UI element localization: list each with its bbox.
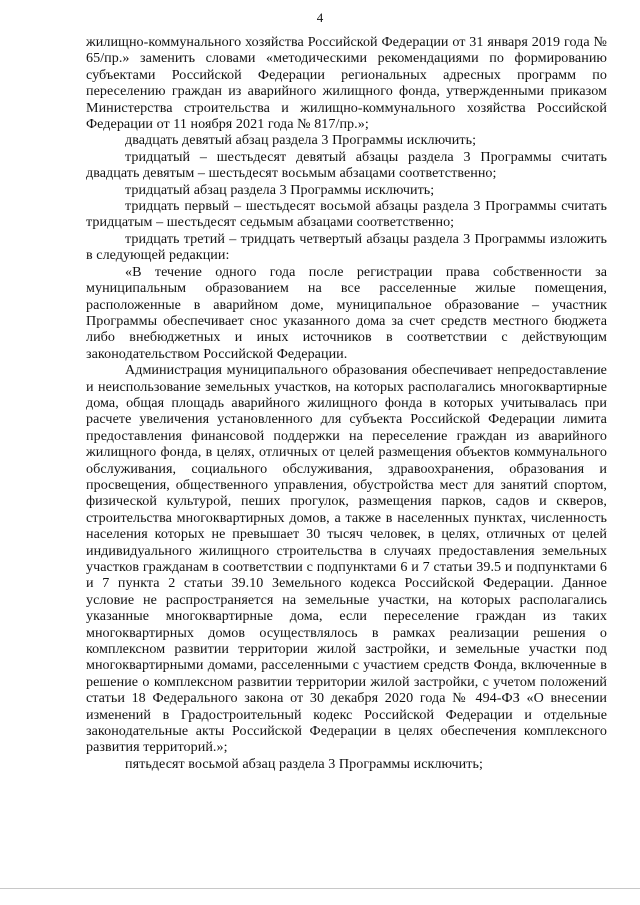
paragraph: тридцатый – шестьдесят девятый абзацы раздела 3 Программы считать двадцать девятым – шестьдесят восьмым абзацами соответственно; — [86, 148, 607, 182]
paragraph: двадцать девятый абзац раздела 3 Программы исключить; — [125, 132, 477, 149]
quoted-paragraph: «В течение одного года после регистрации права собственности за муниципальным образованием на все расселенные жилые помещения, расположенные в аварийном доме, муниципальное образование – участник Программы обеспечивает снос указанного дома за счет средств местного бюджета либо внебюджетных и иных источников в соответствии с действующим законодательством Российской Федерации. — [86, 263, 607, 362]
paragraph: пятьдесят восьмой абзац раздела 3 Программы исключить; — [125, 755, 483, 772]
page-number: 4 — [316, 10, 324, 25]
paragraph: тридцать первый – шестьдесят восьмой абзацы раздела 3 Программы считать тридцатым – шестьдесят седьмым абзацами соответственно; — [86, 198, 607, 231]
paragraph-continuation: жилищно-коммунального хозяйства Российской Федерации от 31 января 2019 года № 65/пр.» заменить словами «методическими рекомендациями по формированию субъектами Российской Федерации региональных адресных программ по переселению граждан из аварийного жилищного фонда, утвержденными приказом Министерства строительства и жилищно-коммунального хозяйства Российской Федерации от 11 ноября 2021 года № 817/пр.»; — [86, 34, 607, 133]
paragraph: тридцатый абзац раздела 3 Программы исключить; — [125, 181, 435, 198]
paragraph: тридцать третий – тридцать четвертый абзацы раздела 3 Программы изложить в следующей редакции: — [86, 230, 607, 264]
quoted-paragraph: Администрация муниципального образования обеспечивает непредоставление и неиспользование земельных участков, на которых располагались многоквартирные дома, общая площадь аварийного жилищного фонда в которых учитывалась при расчете увеличения установленного для субъекта Российской Федерации лимита предоставления финансовой поддержки на переселение граждан из аварийного жилищного фонда, в целях, отличных от целей размещения объектов коммунального обслуживания, социального обслуживания, здравоохранения, образования и просвещения, общественного управления, обустройства мест для занятий спортом, физической культурой, пеших прогулок, размещения парков, садов и скверов, строительства многоквартирных домов, а также в населенных пунктах, численность населения которых не превышает 30 тысяч человек, в целях, отличных от целей индивидуального жилищного строительства в случаях предоставления земельных участков гражданам в соответствии с подпунктами 6 и 7 статьи 39.5 и подпунктами 6 и 7 пункта 2 статьи 39.10 Земельного кодекса Российской Федерации. Данное условие не распространяется на земельные участки, на которых располагались указанные многоквартирные дома, если переселение граждан из таких многоквартирных домов осуществлялось в рамках реализации решения о комплексном развитии территории жилой застройки, и земельные участки под многоквартирными домами, расселенными с участием средств Фонда, включенные в решение о комплексном развитии территории жилой застройки, с учетом положений статьи 18 Федерального закона от 30 декабря 2020 года № 494-ФЗ «О внесении изменений в Градостроительный кодекс Российской Федерации и отдельные законодательные акты Российской Федерации в целях обеспечения комплексного развития территорий.»; — [86, 362, 607, 756]
document-body — [86, 34, 607, 772]
scan-bottom-edge — [0, 888, 640, 889]
